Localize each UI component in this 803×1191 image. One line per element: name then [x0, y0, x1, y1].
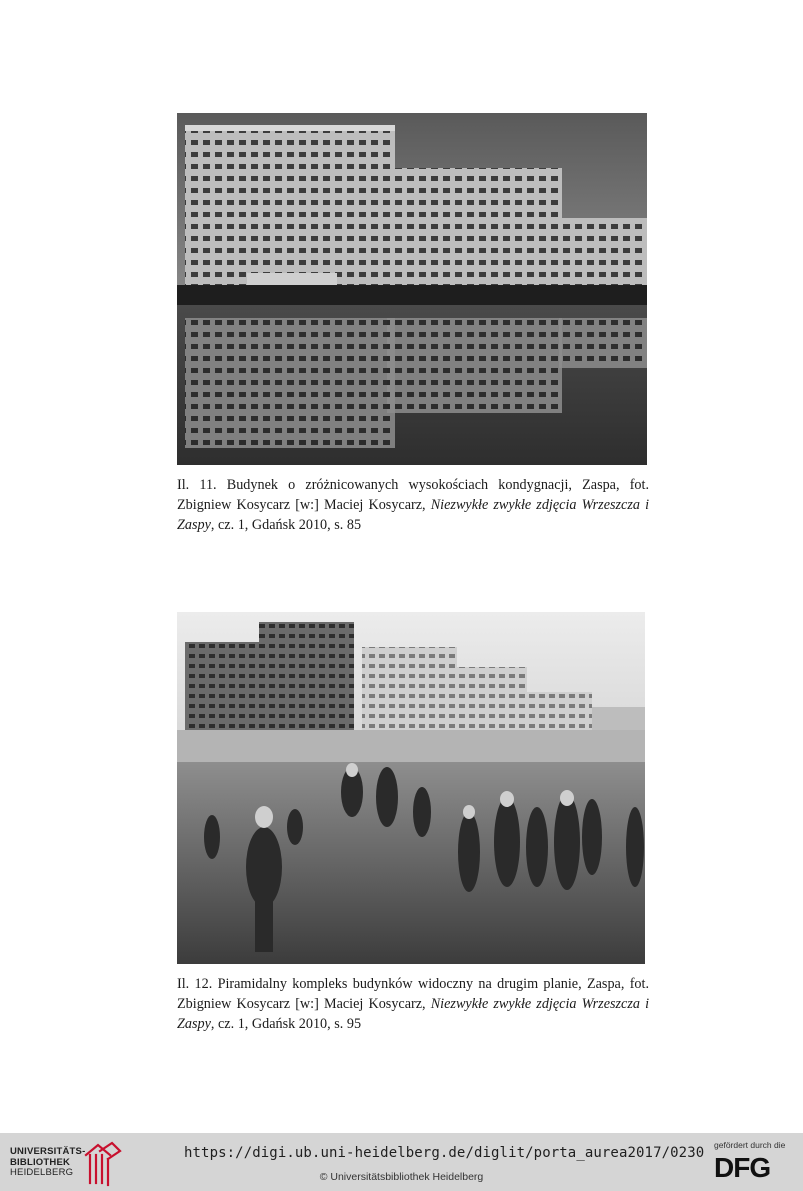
figure-11-caption-title: Niezwykłe zwykłe zdjęcia Wrzeszcza i Zaspy	[177, 497, 650, 533]
copyright-notice: © Universitätsbibliothek Heidelberg	[319, 1171, 484, 1183]
figure-11-image	[177, 113, 647, 465]
library-name-line-2: BIBLIOTHEK	[10, 1156, 71, 1168]
figure-12-caption-title: Niezwykłe zwykłe zdjęcia Wrzeszcza i Zaspy	[177, 996, 650, 1032]
figure-12-caption-source: , cz. 1, Gdańsk 2010, s. 95	[210, 1016, 362, 1032]
figure-11-caption-text: Il. 11. Budynek o zróżnicowanych wysokościach kondygnacji, Zaspa, fot. Zbigniew Kosycarz [w:] Maciej Kosycarz,	[177, 477, 649, 513]
dfg-funding[interactable]	[712, 1140, 797, 1188]
figure-11-caption-source: , cz. 1, Gdańsk 2010, s. 85	[210, 517, 362, 533]
permalink-url[interactable]: https://digi.ub.uni-heidelberg.de/diglit/porta_aurea2017/0230	[184, 1145, 705, 1161]
figure-12-image	[177, 612, 645, 964]
funding-note: gefördert durch die	[714, 1140, 786, 1150]
page-footer	[0, 1133, 803, 1191]
dfg-logo: DFG	[714, 1152, 771, 1183]
figure-12-caption	[177, 974, 649, 1034]
figure-11-caption	[177, 475, 649, 535]
figure-12-caption-text: Il. 12. Piramidalny kompleks budynków widoczny na drugim planie, Zaspa, fot. Zbigniew Kosycarz [w:] Maciej Kosycarz,	[177, 976, 649, 1012]
library-name-line-1: UNIVERSITÄTS-	[10, 1146, 86, 1157]
library-name-line-3: HEIDELBERG	[10, 1167, 74, 1178]
figure-11-photo	[177, 113, 647, 465]
figure-12-photo	[177, 612, 645, 964]
